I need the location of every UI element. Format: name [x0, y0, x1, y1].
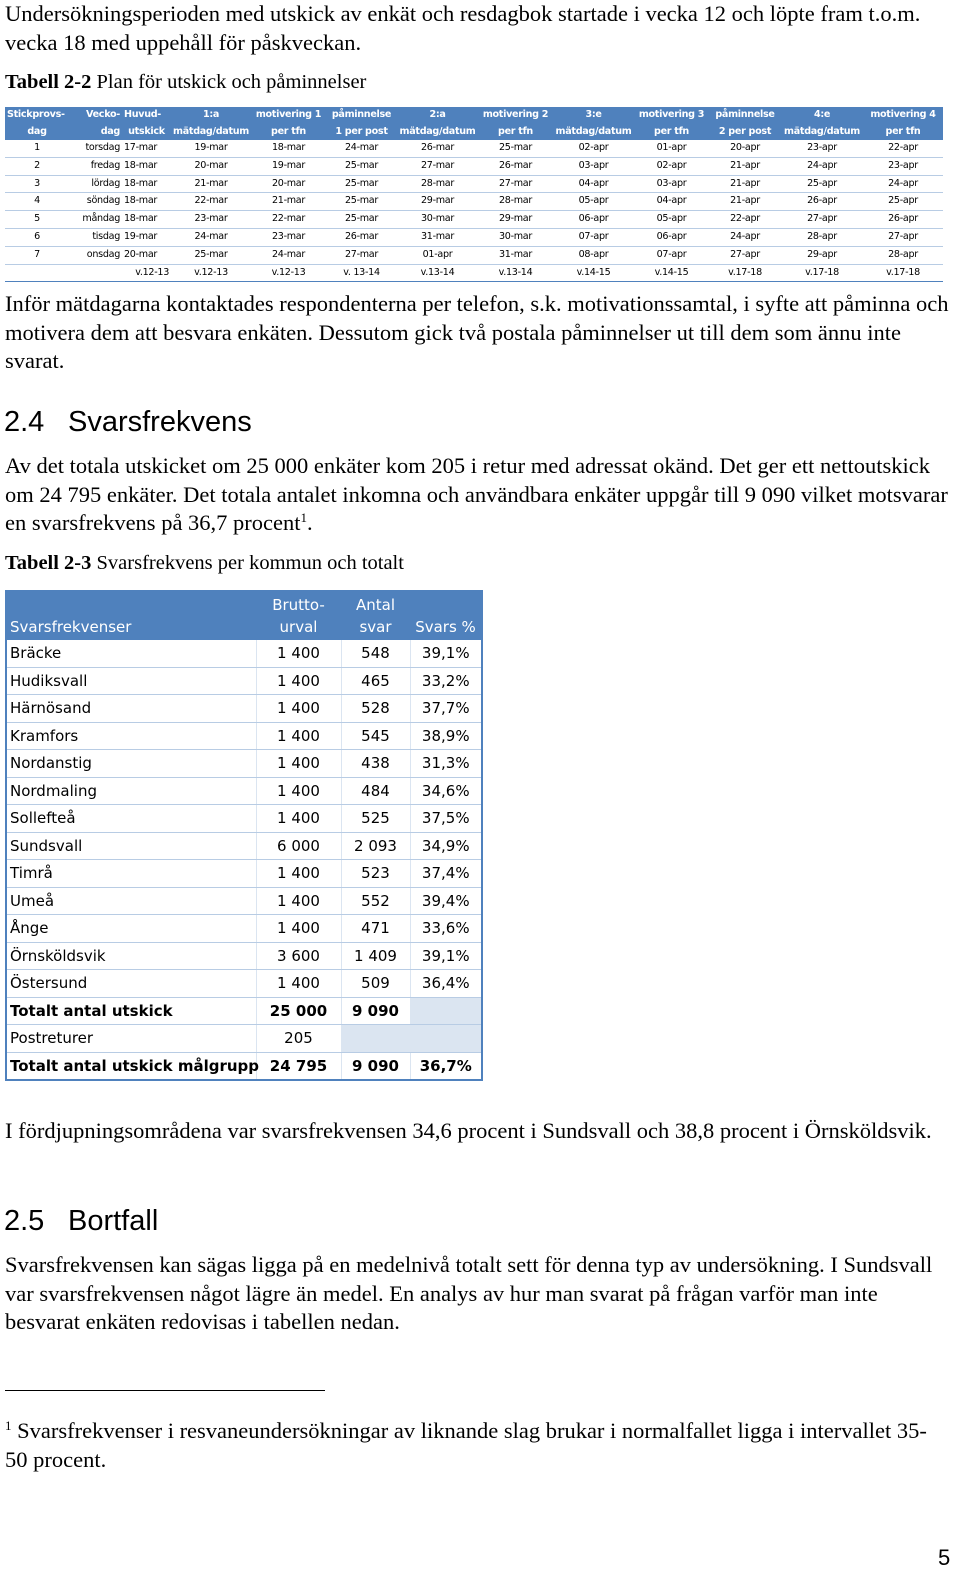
schedule-cell: 06-apr — [634, 228, 709, 246]
schedule-row — [5, 211, 943, 229]
response-cell-pct: 36,4% — [410, 970, 482, 998]
schedule-cell: 20-mar — [171, 157, 251, 175]
schedule-cell: 01-apr — [634, 140, 709, 157]
response-cell-pct: 34,9% — [410, 832, 482, 860]
response-cell-brutto: 1 400 — [256, 722, 341, 750]
schedule-cell: 18-mar — [122, 211, 171, 229]
schedule-header-cell: påminnelse — [709, 107, 781, 124]
response-row — [6, 860, 482, 888]
schedule-cell: 25-mar — [326, 211, 397, 229]
response-row — [6, 695, 482, 723]
schedule-cell: 04-apr — [553, 175, 634, 193]
response-row — [6, 777, 482, 805]
schedule-week-cell: v.17-18 — [709, 264, 781, 282]
response-cell-svar: 465 — [341, 667, 410, 695]
response-cell-brutto: 1 400 — [256, 915, 341, 943]
response-cell-svar: 9 090 — [341, 1052, 410, 1080]
schedule-week-cell: v.13-14 — [478, 264, 553, 282]
schedule-header-cell: motivering 3 — [634, 107, 709, 124]
header-antal-svar: Antal svar — [341, 591, 410, 640]
response-rate-paragraph — [5, 452, 950, 538]
response-cell-name: Postreturer — [6, 1025, 256, 1053]
schedule-header-cell: motivering 2 — [478, 107, 553, 124]
schedule-cell: 25-mar — [326, 157, 397, 175]
schedule-cell: 29-mar — [478, 211, 553, 229]
schedule-week-cell: v.12-13 — [122, 264, 171, 282]
response-cell-pct: 34,6% — [410, 777, 482, 805]
schedule-cell: måndag — [69, 211, 122, 229]
schedule-header-cell: 3:e — [553, 107, 634, 124]
response-row — [6, 805, 482, 833]
schedule-cell: 7 — [5, 246, 69, 264]
schedule-header-cell: motivering 4 — [863, 107, 943, 124]
schedule-cell: 24-mar — [171, 228, 251, 246]
schedule-header-cell: utskick — [122, 124, 171, 141]
schedule-cell: 28-mar — [397, 175, 478, 193]
section-2-4-heading — [4, 405, 252, 439]
schedule-cell: 6 — [5, 228, 69, 246]
schedule-cell: 26-mar — [478, 157, 553, 175]
schedule-cell: 31-mar — [478, 246, 553, 264]
schedule-cell: 25-mar — [478, 140, 553, 157]
schedule-cell: 31-mar — [397, 228, 478, 246]
schedule-cell: lördag — [69, 175, 122, 193]
schedule-header-cell: per tfn — [478, 124, 553, 141]
schedule-cell: 19-mar — [251, 157, 326, 175]
schedule-cell: 22-mar — [171, 193, 251, 211]
schedule-cell: 07-apr — [634, 246, 709, 264]
response-row — [6, 640, 482, 667]
schedule-row — [5, 246, 943, 264]
schedule-cell: 24-apr — [781, 157, 863, 175]
response-cell-svar: 484 — [341, 777, 410, 805]
schedule-cell: 4 — [5, 193, 69, 211]
schedule-row — [5, 157, 943, 175]
schedule-cell: 02-apr — [553, 140, 634, 157]
schedule-cell: 25-mar — [326, 193, 397, 211]
response-cell-brutto: 1 400 — [256, 667, 341, 695]
response-cell-svar: 528 — [341, 695, 410, 723]
response-cell-pct: 36,7% — [410, 1052, 482, 1080]
response-cell-name: Härnösand — [6, 695, 256, 723]
schedule-cell: 05-apr — [553, 193, 634, 211]
schedule-cell: 22-apr — [863, 140, 943, 157]
response-cell-pct: 39,4% — [410, 887, 482, 915]
schedule-header-cell: mätdag/datum — [397, 124, 478, 141]
schedule-header-cell: motivering 1 — [251, 107, 326, 124]
schedule-cell: 21-apr — [709, 157, 781, 175]
intro-paragraph: Undersökningsperioden med utskick av enkät och resdagbok startade i vecka 12 och löpte fram t.o.m. vecka 18 med uppehåll för påskveckan. — [5, 1, 921, 55]
response-cell-name: Sundsvall — [6, 832, 256, 860]
schedule-cell: 05-apr — [634, 211, 709, 229]
schedule-header-cell: mätdag/datum — [171, 124, 251, 141]
response-cell-brutto: 1 400 — [256, 887, 341, 915]
focus-paragraph: I fördjupningsområdena var svarsfrekvensen 34,6 procent i Sundsvall och 38,8 procent i Örnsköldsvik. — [5, 1118, 932, 1143]
motivation-paragraph: Inför mätdagarna kontaktades respondenterna per telefon, s.k. motivationssamtal, i syfte att påminna och motivera dem att besvara enkäten. Dessutom gick två postala påminnelser ut till dem som ännu inte svarat. — [5, 291, 949, 373]
schedule-header-cell: dag — [69, 124, 122, 141]
response-cell-brutto: 205 — [256, 1025, 341, 1053]
schedule-header-cell: per tfn — [251, 124, 326, 141]
schedule-cell: 06-apr — [553, 211, 634, 229]
schedule-week-cell: v.13-14 — [397, 264, 478, 282]
schedule-week-cell: v.17-18 — [863, 264, 943, 282]
schedule-cell: 20-mar — [122, 246, 171, 264]
schedule-cell: 24-apr — [709, 228, 781, 246]
response-cell-brutto: 1 400 — [256, 805, 341, 833]
schedule-cell: 30-mar — [397, 211, 478, 229]
response-cell-name: Sollefteå — [6, 805, 256, 833]
dropout-paragraph: Svarsfrekvensen kan sägas ligga på en medelnivå totalt sett för denna typ av undersökning. I Sundsvall var svarsfrekvensen något lägre än medel. En analys av hur man svarat på frågan varför man inte besvarat enkäten redovisas i tabellen nedan. — [5, 1252, 933, 1334]
response-cell-brutto: 25 000 — [256, 997, 341, 1025]
footnote-ref: 1 — [300, 510, 308, 525]
response-cell-svar: 509 — [341, 970, 410, 998]
schedule-cell: 04-apr — [634, 193, 709, 211]
schedule-header-cell: Stickprovs- — [5, 107, 69, 124]
schedule-row — [5, 228, 943, 246]
schedule-cell: 17-mar — [122, 140, 171, 157]
schedule-cell: 02-apr — [634, 157, 709, 175]
schedule-header-cell: dag — [5, 124, 69, 141]
response-cell-svar: 9 090 — [341, 997, 410, 1025]
response-cell-svar — [341, 1025, 410, 1053]
table23-caption-text: Svarsfrekvens per kommun och totalt — [96, 552, 404, 574]
schedule-cell: 19-mar — [122, 228, 171, 246]
schedule-cell: 27-apr — [709, 246, 781, 264]
response-row — [6, 832, 482, 860]
response-cell-name: Totalt antal utskick målgrupp — [6, 1052, 256, 1080]
section-2-5-title: Bortfall — [68, 1205, 159, 1237]
schedule-body — [5, 140, 943, 282]
response-body — [6, 640, 482, 1080]
response-cell-brutto: 1 400 — [256, 860, 341, 888]
schedule-cell: 24-mar — [251, 246, 326, 264]
schedule-cell: 21-mar — [251, 193, 326, 211]
response-cell-brutto: 1 400 — [256, 695, 341, 723]
schedule-header-cell: per tfn — [634, 124, 709, 141]
schedule-cell: 18-mar — [122, 175, 171, 193]
schedule-week-cell — [5, 264, 69, 282]
response-cell-pct: 39,1% — [410, 640, 482, 667]
response-cell-pct: 31,3% — [410, 750, 482, 778]
schedule-header-cell: 2 per post — [709, 124, 781, 141]
schedule-header-cell: 1:a — [171, 107, 251, 124]
schedule-table — [5, 107, 943, 282]
schedule-cell: 22-apr — [709, 211, 781, 229]
response-rate-text: Av det totala utskicket om 25 000 enkäter kom 205 i retur med adressat okänd. Det ger ett nettoutskick om 24 795 enkäter. Det totala antalet inkomna och användbara enkäter uppgår till 9 090 vilket motsvarar en svarsfrekvens på 36,7 procent — [5, 453, 948, 535]
response-rate-end: . — [307, 510, 313, 535]
schedule-cell: 26-mar — [397, 140, 478, 157]
schedule-cell: 27-mar — [326, 246, 397, 264]
header-svarsfrekvenser: Svarsfrekvenser — [6, 591, 256, 640]
schedule-week-cell: v.14-15 — [634, 264, 709, 282]
schedule-cell: 19-mar — [171, 140, 251, 157]
response-cell-pct: 39,1% — [410, 942, 482, 970]
response-cell-name: Umeå — [6, 887, 256, 915]
table23-caption — [5, 550, 404, 576]
schedule-week-cell: v.12-13 — [251, 264, 326, 282]
table22-caption — [5, 69, 366, 95]
response-row — [6, 667, 482, 695]
response-cell-pct: 38,9% — [410, 722, 482, 750]
schedule-cell: fredag — [69, 157, 122, 175]
schedule-cell: 21-apr — [709, 175, 781, 193]
response-cell-name: Hudiksvall — [6, 667, 256, 695]
schedule-cell: 18-mar — [122, 193, 171, 211]
schedule-cell: 18-mar — [122, 157, 171, 175]
response-row — [6, 722, 482, 750]
response-cell-brutto: 1 400 — [256, 777, 341, 805]
schedule-header-row-2 — [5, 124, 943, 141]
schedule-cell: 23-mar — [251, 228, 326, 246]
schedule-header-cell: 4:e — [781, 107, 863, 124]
schedule-cell: 28-apr — [863, 246, 943, 264]
response-cell-svar: 2 093 — [341, 832, 410, 860]
schedule-cell: 2 — [5, 157, 69, 175]
schedule-cell: torsdag — [69, 140, 122, 157]
response-cell-name: Nordanstig — [6, 750, 256, 778]
schedule-week-cell — [69, 264, 122, 282]
response-cell-name: Kramfors — [6, 722, 256, 750]
schedule-cell: 23-mar — [171, 211, 251, 229]
schedule-cell: 25-mar — [171, 246, 251, 264]
response-cell-brutto: 1 400 — [256, 640, 341, 667]
table22-caption-label: Tabell 2-2 — [5, 71, 92, 93]
response-cell-name: Nordmaling — [6, 777, 256, 805]
response-cell-pct — [410, 1025, 482, 1053]
response-cell-pct — [410, 997, 482, 1025]
schedule-cell: 24-mar — [326, 140, 397, 157]
schedule-row — [5, 193, 943, 211]
schedule-header-cell: per tfn — [863, 124, 943, 141]
response-cell-pct: 33,6% — [410, 915, 482, 943]
response-row — [6, 1025, 482, 1053]
schedule-cell: 25-mar — [326, 175, 397, 193]
response-cell-pct: 37,5% — [410, 805, 482, 833]
schedule-cell: 28-apr — [781, 228, 863, 246]
footnote-text: Svarsfrekvenser i resvaneundersökningar av liknande slag brukar i normalfallet ligga i intervallet 35-50 procent. — [5, 1418, 927, 1472]
footnote-marker: 1 — [5, 1418, 12, 1433]
schedule-cell: 18-mar — [251, 140, 326, 157]
schedule-header-cell: 1 per post — [326, 124, 397, 141]
schedule-cell: 29-apr — [781, 246, 863, 264]
response-header-row — [6, 591, 482, 640]
response-cell-name: Timrå — [6, 860, 256, 888]
response-cell-brutto: 1 400 — [256, 750, 341, 778]
response-row — [6, 942, 482, 970]
schedule-cell: söndag — [69, 193, 122, 211]
schedule-header-cell: 2:a — [397, 107, 478, 124]
response-cell-name: Östersund — [6, 970, 256, 998]
footnote-separator — [5, 1390, 325, 1391]
schedule-cell: 27-apr — [781, 211, 863, 229]
response-cell-pct: 37,7% — [410, 695, 482, 723]
schedule-cell: 07-apr — [553, 228, 634, 246]
section-2-4-number: 2.4 — [4, 406, 45, 438]
schedule-cell: 27-mar — [397, 157, 478, 175]
response-row — [6, 915, 482, 943]
schedule-header-row-1 — [5, 107, 943, 124]
schedule-week-cell: v.12-13 — [171, 264, 251, 282]
response-cell-svar: 1 409 — [341, 942, 410, 970]
schedule-cell: 08-apr — [553, 246, 634, 264]
schedule-cell: 23-apr — [863, 157, 943, 175]
schedule-cell: tisdag — [69, 228, 122, 246]
schedule-cell: 29-mar — [397, 193, 478, 211]
response-total-row — [6, 997, 482, 1025]
response-table — [5, 590, 483, 1081]
response-cell-brutto: 6 000 — [256, 832, 341, 860]
section-2-5-heading — [4, 1204, 158, 1238]
response-cell-brutto: 1 400 — [256, 970, 341, 998]
header-bruttourval: Brutto- urval — [256, 591, 341, 640]
schedule-cell: 28-mar — [478, 193, 553, 211]
schedule-cell: 01-apr — [397, 246, 478, 264]
response-cell-svar: 438 — [341, 750, 410, 778]
section-2-5-number: 2.5 — [4, 1205, 45, 1237]
response-cell-brutto: 3 600 — [256, 942, 341, 970]
schedule-cell: 24-apr — [863, 175, 943, 193]
response-cell-svar: 545 — [341, 722, 410, 750]
schedule-cell: 26-mar — [326, 228, 397, 246]
section-2-4-title: Svarsfrekvens — [68, 406, 252, 438]
schedule-cell: 20-mar — [251, 175, 326, 193]
response-cell-name: Bräcke — [6, 640, 256, 667]
header-svars-procent: Svars % — [410, 591, 482, 640]
schedule-cell: 21-apr — [709, 193, 781, 211]
schedule-cell: 25-apr — [781, 175, 863, 193]
schedule-header-cell: mätdag/datum — [553, 124, 634, 141]
schedule-cell: 22-mar — [251, 211, 326, 229]
schedule-week-cell: v.14-15 — [553, 264, 634, 282]
response-cell-pct: 33,2% — [410, 667, 482, 695]
page-number: 5 — [938, 1545, 951, 1570]
table22-caption-text: Plan för utskick och påminnelser — [96, 71, 367, 93]
schedule-header-cell: mätdag/datum — [781, 124, 863, 141]
schedule-row — [5, 140, 943, 157]
schedule-cell: onsdag — [69, 246, 122, 264]
schedule-cell: 27-mar — [478, 175, 553, 193]
schedule-week-cell: v.17-18 — [781, 264, 863, 282]
response-cell-name: Ånge — [6, 915, 256, 943]
response-cell-svar: 525 — [341, 805, 410, 833]
response-cell-svar: 548 — [341, 640, 410, 667]
response-cell-brutto: 24 795 — [256, 1052, 341, 1080]
schedule-cell: 21-mar — [171, 175, 251, 193]
response-cell-name: Örnsköldsvik — [6, 942, 256, 970]
schedule-week-cell: v. 13-14 — [326, 264, 397, 282]
response-cell-svar: 523 — [341, 860, 410, 888]
schedule-cell: 20-apr — [709, 140, 781, 157]
response-row — [6, 887, 482, 915]
schedule-cell: 26-apr — [781, 193, 863, 211]
schedule-cell: 03-apr — [634, 175, 709, 193]
schedule-cell: 03-apr — [553, 157, 634, 175]
schedule-cell: 30-mar — [478, 228, 553, 246]
schedule-weeks-row — [5, 264, 943, 282]
response-row — [6, 750, 482, 778]
schedule-cell: 23-apr — [781, 140, 863, 157]
schedule-header-cell: påminnelse — [326, 107, 397, 124]
response-cell-svar: 471 — [341, 915, 410, 943]
schedule-cell: 3 — [5, 175, 69, 193]
footnote — [5, 1417, 935, 1474]
schedule-row — [5, 175, 943, 193]
schedule-cell: 26-apr — [863, 211, 943, 229]
schedule-cell: 27-apr — [863, 228, 943, 246]
response-cell-svar: 552 — [341, 887, 410, 915]
schedule-cell: 5 — [5, 211, 69, 229]
schedule-cell: 25-apr — [863, 193, 943, 211]
response-total-row — [6, 1052, 482, 1080]
response-row — [6, 970, 482, 998]
schedule-cell: 1 — [5, 140, 69, 157]
schedule-header-cell: Huvud- — [122, 107, 171, 124]
response-cell-name: Totalt antal utskick — [6, 997, 256, 1025]
schedule-header-cell: Vecko- — [69, 107, 122, 124]
table23-caption-label: Tabell 2-3 — [5, 552, 92, 574]
response-cell-pct: 37,4% — [410, 860, 482, 888]
